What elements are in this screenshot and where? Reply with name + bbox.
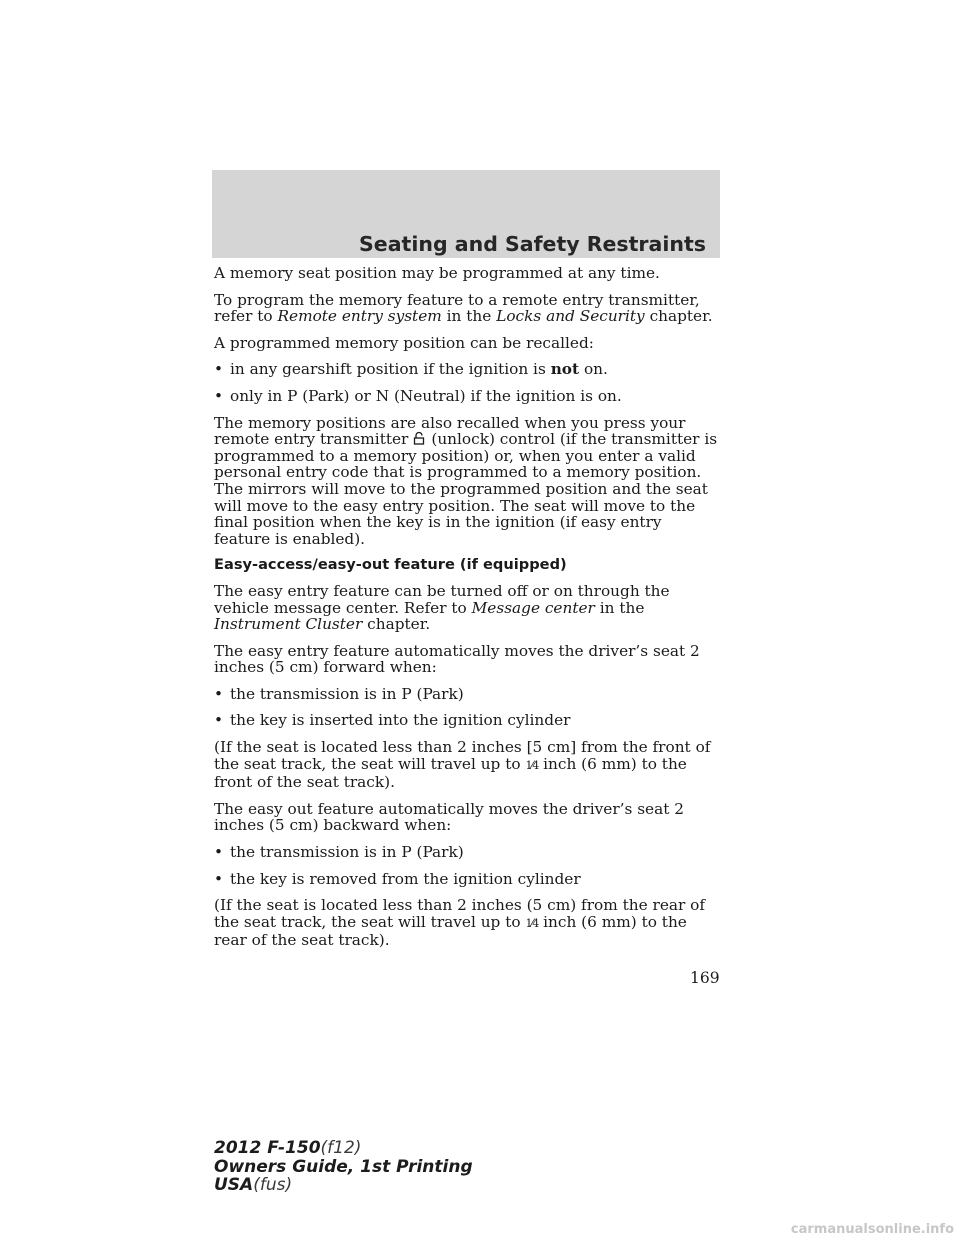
- cross-reference: Message center: [471, 598, 595, 617]
- bullet-item: • the key is removed from the ignition cylinder: [214, 869, 581, 888]
- paragraph: The easy entry feature automatically moves the driver’s seat 2 inches (5 cm) forward when:: [214, 641, 700, 677]
- bullet-item: • the transmission is in P (Park): [214, 843, 464, 862]
- section-title: Seating and Safety Restraints: [359, 232, 706, 256]
- paragraph: The memory positions are also recalled when you press your remote entry transmitter (unlock) control (if the transmitter is programmed to a memory position) or, when you enter a valid personal entry code that is programmed to a memory position. The mirrors will move to the programmed position and the seat will move to the easy entry position. The seat will move to the final position when the key is in the ignition (if easy entry feature is enabled).: [214, 413, 718, 548]
- cross-reference: Locks and Security: [496, 307, 645, 326]
- fraction: 1⁄4: [525, 758, 539, 772]
- paragraph: (If the seat is located less than 2 inches (5 cm) from the rear of the seat track, the seat will travel up to 1⁄4 inch (6 mm) to the rear of the seat track).: [214, 896, 706, 950]
- paragraph: The easy out feature automatically moves the driver’s seat 2 inches (5 cm) backward when:: [214, 799, 684, 835]
- edition-footer: 2012 F-150(f12) Owners Guide, 1st Printing USA(fus): [214, 1138, 473, 1195]
- bullet-icon: •: [214, 843, 224, 862]
- cross-reference: Remote entry system: [277, 307, 442, 326]
- bullet-item: • the transmission is in P (Park): [214, 684, 464, 703]
- watermark: carmanualsonline.info: [790, 1222, 954, 1237]
- section-header-band: [212, 170, 720, 258]
- unlock-icon: [413, 431, 427, 445]
- bullet-item: • in any gearshift position if the ignition is not on.: [214, 360, 608, 379]
- paragraph: A programmed memory position can be recalled:: [214, 333, 594, 352]
- fraction: 1⁄4: [525, 916, 539, 930]
- bullet-item: • the key is inserted into the ignition cylinder: [214, 711, 571, 730]
- page-body: [214, 265, 722, 959]
- cross-reference: Instrument Cluster: [214, 615, 363, 634]
- bullet-icon: •: [214, 869, 224, 888]
- bullet-item: • only in P (Park) or N (Neutral) if the ignition is on.: [214, 386, 622, 405]
- bullet-icon: •: [214, 711, 224, 730]
- bullet-icon: •: [214, 684, 224, 703]
- paragraph: The easy entry feature can be turned off or on through the vehicle message center. Refer to Message center in the Instrument Cluster chapter.: [214, 581, 670, 634]
- bullet-icon: •: [214, 386, 224, 405]
- paragraph: To program the memory feature to a remote entry transmitter, refer to Remote entry system in the Locks and Security chapter.: [214, 290, 713, 326]
- paragraph: A memory seat position may be programmed at any time.: [214, 264, 660, 282]
- section-heading: Easy-access/easy-out feature (if equipped): [214, 556, 567, 574]
- paragraph: (If the seat is located less than 2 inches [5 cm] from the front of the seat track, the seat will travel up to 1⁄4 inch (6 mm) to the front of the seat track).: [214, 738, 711, 792]
- page-number: 169: [690, 969, 720, 987]
- bullet-icon: •: [214, 360, 224, 379]
